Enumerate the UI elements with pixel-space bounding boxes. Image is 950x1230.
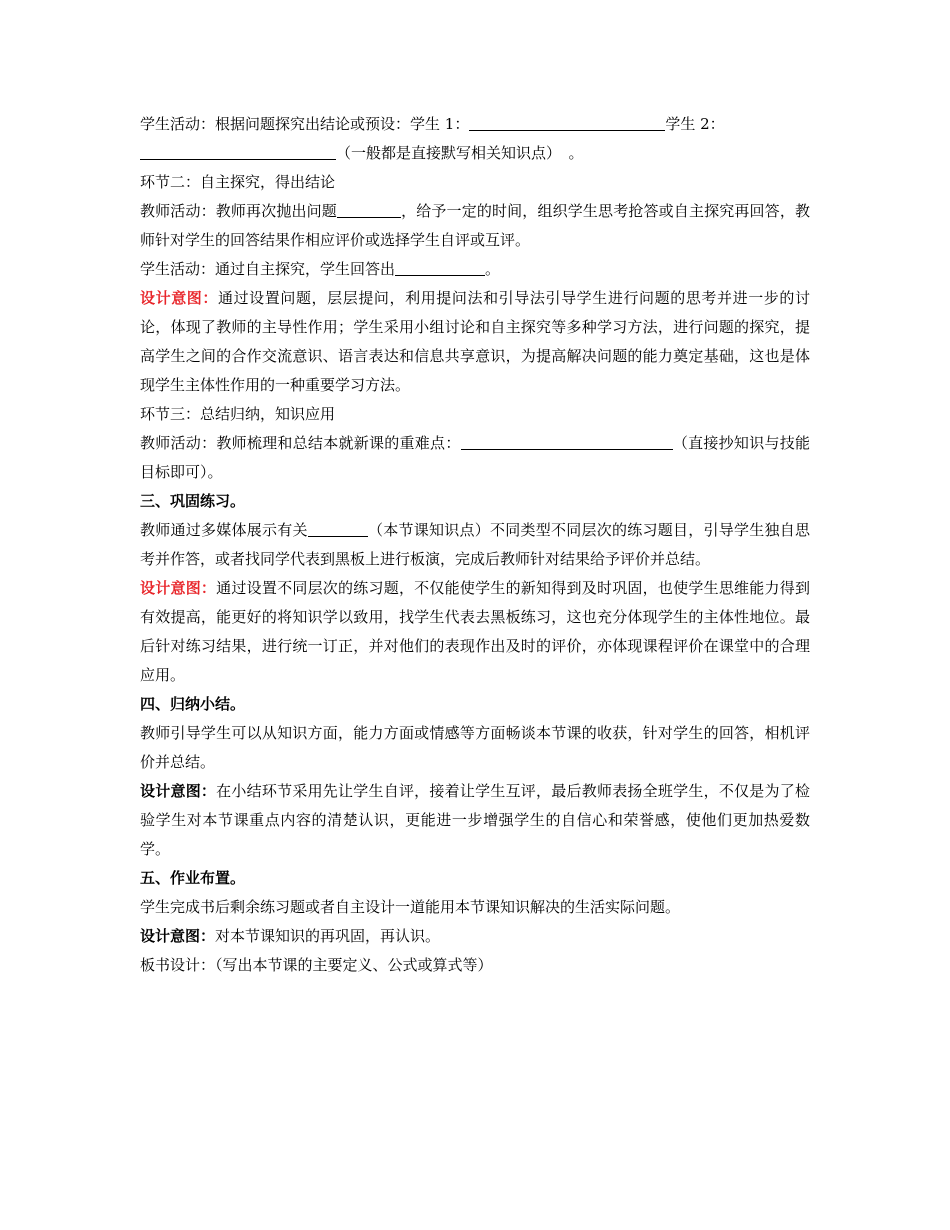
teacher-activity-3 — [140, 429, 810, 487]
text: 。 — [485, 260, 501, 278]
practice-paragraph — [140, 516, 810, 574]
text: （直接抄知识与技能目标即可）。 — [140, 434, 810, 481]
design-intent-label: 设计意图： — [140, 927, 216, 945]
text: 对本节课知识的再巩固，再认识。 — [215, 927, 441, 945]
text: 教师活动：教师梳理和总结本就新课的重难点： — [140, 434, 461, 452]
summary-paragraph: 教师引导学生可以从知识方面，能力方面或情感等方面畅谈本节课的收获，针对学生的回答，相机评价并总结。 — [140, 724, 810, 771]
text: 学生 2： — [665, 115, 725, 133]
homework-paragraph: 学生完成书后剩余练习题或者自主设计一道能用本节课知识解决的生活实际问题。 — [140, 898, 681, 916]
design-intent-1 — [140, 284, 810, 400]
blackboard-design: 板书设计：（写出本节课的主要定义、公式或算式等） — [140, 956, 493, 974]
fill-blank — [140, 143, 336, 160]
design-intent-label: 设计意图： — [140, 579, 217, 597]
design-intent-label: 设计意图： — [140, 782, 217, 800]
section-step-three: 环节三：总结归纳，知识应用 — [140, 405, 336, 423]
design-intent-label: 设计意图： — [140, 289, 218, 307]
fill-blank — [395, 259, 485, 276]
heading-summary: 四、归纳小结。 — [140, 695, 246, 713]
fill-blank — [337, 201, 401, 218]
fill-blank — [308, 520, 368, 537]
teacher-activity-2 — [140, 197, 810, 255]
text: 教师通过多媒体展示有关 — [140, 521, 308, 539]
student-activity-1 — [140, 110, 810, 168]
text: 学生活动：根据问题探究出结论或预设：学生 1： — [140, 115, 470, 133]
text: 通过设置不同层次的练习题，不仅能使学生的新知得到及时巩固，也使学生思维能力得到有效提高，能更好的将知识学以致用，找学生代表去黑板练习，这也充分体现学生的主体性地位。最后针对练习结果，进行统一订正，并对他们的表现作出及时的评价，亦体现课程评价在课堂中的合理应用。 — [140, 579, 810, 684]
heading-practice: 三、巩固练习。 — [140, 492, 246, 510]
text: （一般都是直接默写相关知识点） 。 — [336, 144, 584, 162]
design-intent-2 — [140, 574, 810, 690]
fill-blank — [469, 114, 665, 131]
student-activity-2 — [140, 255, 810, 284]
text: 学生活动：通过自主探究，学生回答出 — [140, 260, 396, 278]
design-intent-4 — [140, 922, 810, 951]
text: 在小结环节采用先让学生自评，接着让学生互评，最后教师表扬全班学生，不仅是为了检验学生对本节课重点内容的清楚认识，更能进一步增强学生的自信心和荣誉感，使他们更加热爱数学。 — [140, 782, 810, 858]
text: 通过设置问题，层层提问，利用提问法和引导法引导学生进行问题的思考并进一步的讨论，体现了教师的主导性作用；学生采用小组讨论和自主探究等多种学习方法，进行问题的探究，提高学生之间的合作交流意识、语言表达和信息共享意识，为提高解决问题的能力奠定基础，这也是体现学生主体性作用的一种重要学习方法。 — [140, 289, 810, 394]
design-intent-3 — [140, 777, 810, 864]
text: （本节课知识点）不同类型不同层次的练习题目，引导学生独自思考并作答，或者找同学代表到黑板上进行板演，完成后教师针对结果给予评价并总结。 — [140, 521, 810, 568]
section-step-two: 环节二：自主探究，得出结论 — [140, 173, 336, 191]
text: ，给予一定的时间，组织学生思考抢答或自主探究再回答，教师针对学生的回答结果作相应评价或选择学生自评或互评。 — [140, 202, 810, 249]
document-body — [140, 110, 810, 980]
text: 教师活动：教师再次抛出问题 — [140, 202, 337, 220]
fill-blank — [461, 433, 673, 450]
heading-homework: 五、作业布置。 — [140, 869, 246, 887]
